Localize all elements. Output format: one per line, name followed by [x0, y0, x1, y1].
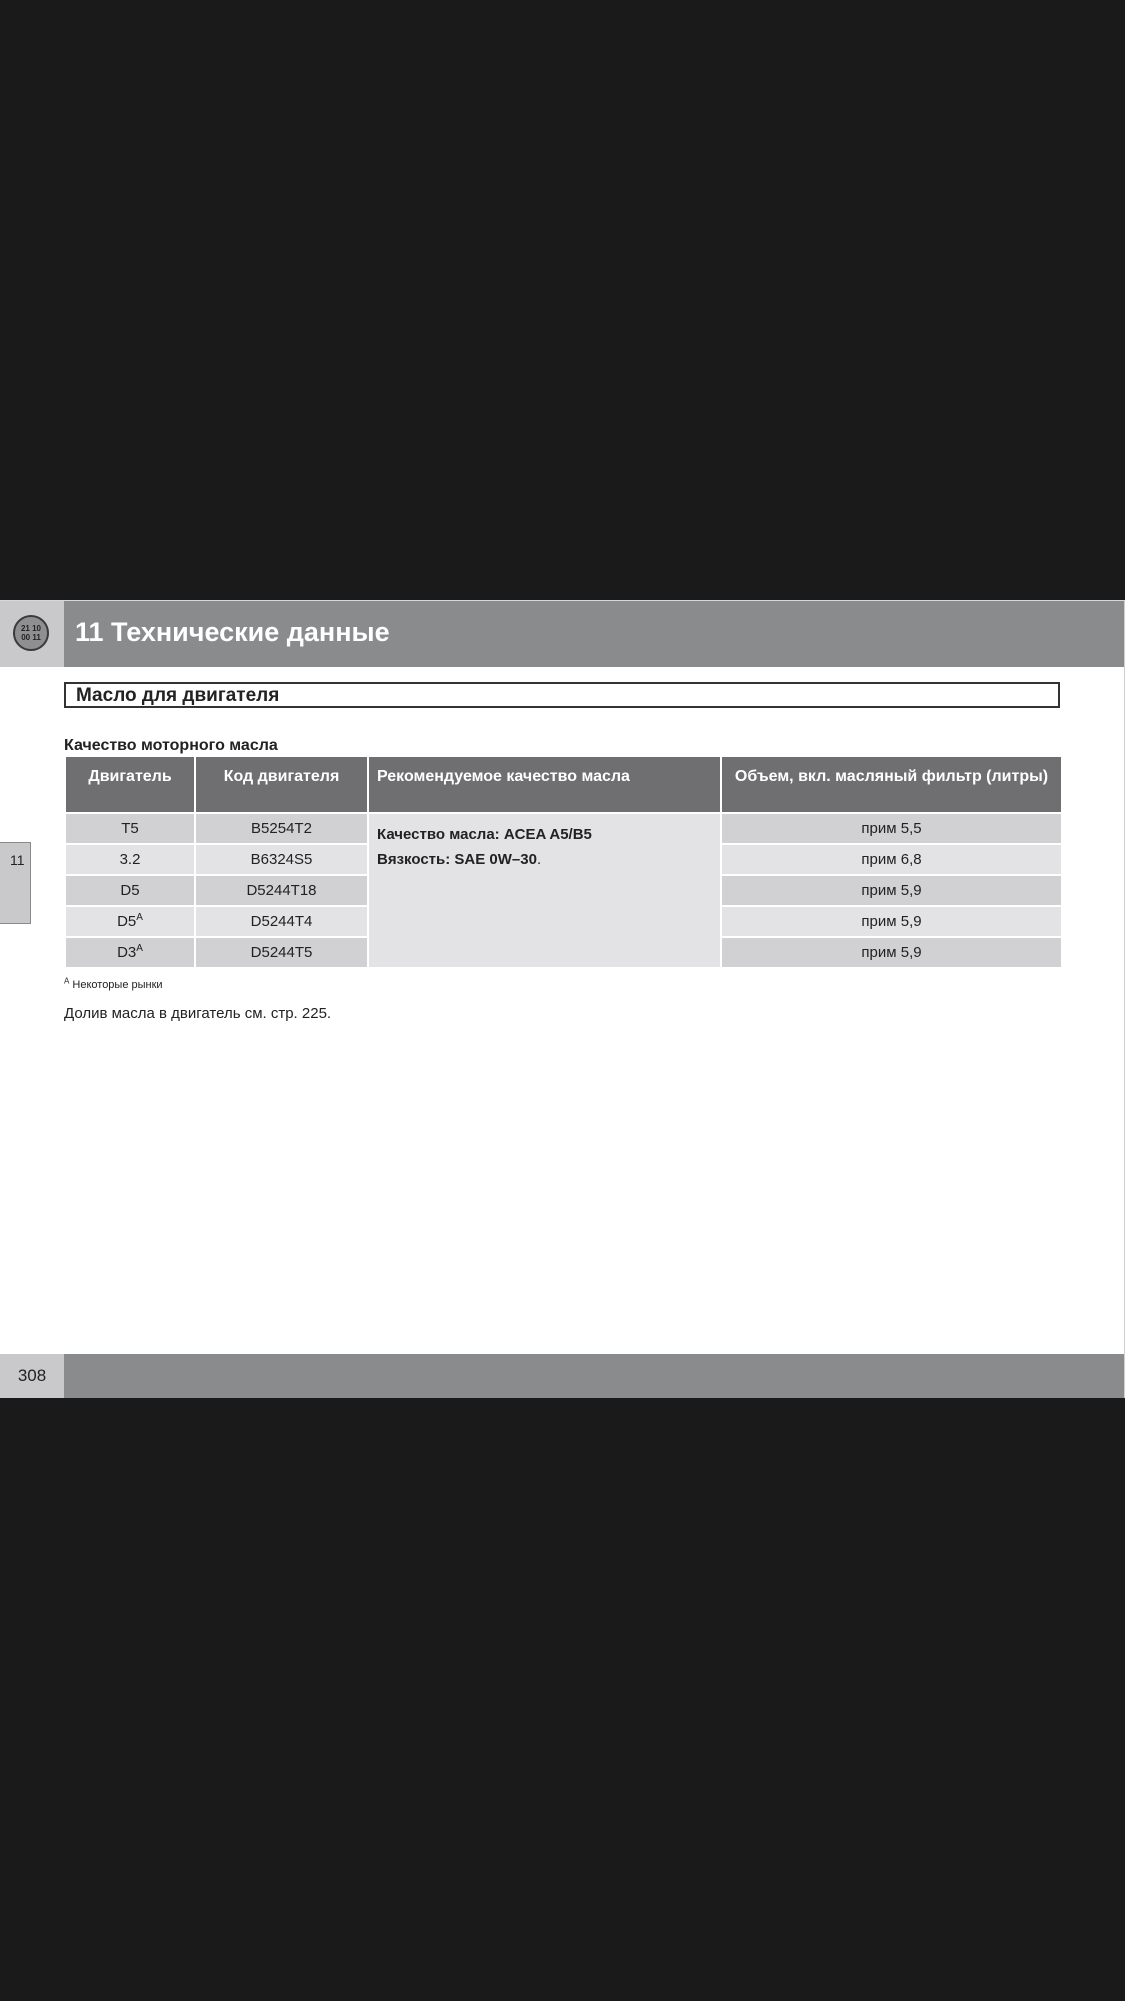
section-title-box — [64, 682, 1060, 708]
engine-name: D5 — [117, 913, 137, 930]
column-header-volume: Объем, вкл. масляный фильтр (литры) — [721, 756, 1062, 813]
chapter-side-tab — [0, 842, 31, 924]
oil-top-up-note: Долив масла в двигатель см. стр. 225. — [64, 1005, 332, 1022]
engine-name: D5 — [120, 882, 140, 899]
volume-cell: прим 5,5 — [721, 813, 1062, 844]
engine-code-cell: B5254T2 — [195, 813, 368, 844]
engine-cell — [65, 906, 195, 937]
table-header-row — [65, 756, 1062, 813]
engine-cell — [65, 937, 195, 968]
header-icon-box — [0, 601, 64, 667]
section-title: Масло для двигателя — [76, 685, 280, 706]
engine-cell — [65, 844, 195, 875]
footnote-mark: A — [64, 976, 70, 986]
engine-code-cell: D5244T18 — [195, 875, 368, 906]
engine-code-cell: D5244T5 — [195, 937, 368, 968]
oil-viscosity-text: Вязкость: SAE 0W–30 — [377, 851, 537, 868]
side-tab-label: 11 — [10, 852, 25, 868]
volume-cell: прим 5,9 — [721, 875, 1062, 906]
engine-oil-table — [64, 755, 1063, 969]
table-footnote — [64, 976, 163, 991]
engine-name: D3 — [117, 944, 137, 961]
column-header-recommended-quality: Рекомендуемое качество масла — [368, 756, 721, 813]
footnote-text: Некоторые рынки — [72, 979, 163, 991]
viscosity-period: . — [536, 851, 542, 868]
page-number: 308 — [17, 1366, 47, 1385]
footnote-marker: A — [136, 943, 143, 954]
column-header-engine: Двигатель — [65, 756, 195, 813]
engine-code-cell: B6324S5 — [195, 844, 368, 875]
table-row — [65, 813, 1062, 844]
chapter-logo-icon — [13, 615, 49, 651]
oil-quality-text: Качество масла: ACEA A5/B5 — [377, 826, 592, 843]
column-header-engine-code: Код двигателя — [195, 756, 368, 813]
logo-line: 00 11 — [21, 633, 41, 642]
volume-cell: прим 6,8 — [721, 844, 1062, 875]
page-number-box — [0, 1354, 64, 1398]
engine-cell — [65, 813, 195, 844]
recommended-quality-cell — [368, 813, 721, 968]
volume-cell: прим 5,9 — [721, 906, 1062, 937]
volume-cell: прим 5,9 — [721, 937, 1062, 968]
engine-name: T5 — [121, 820, 139, 837]
engine-cell — [65, 875, 195, 906]
footnote-marker: A — [136, 912, 143, 923]
chapter-header — [0, 600, 1124, 667]
engine-code-cell: D5244T4 — [195, 906, 368, 937]
logo-line: 21 10 — [20, 624, 42, 633]
engine-name: 3.2 — [119, 851, 141, 868]
subsection-title: Качество моторного масла — [64, 737, 278, 754]
chapter-title: 11 Технические данные — [75, 617, 390, 647]
page-footer — [0, 1354, 1124, 1398]
manual-page — [0, 600, 1125, 1398]
